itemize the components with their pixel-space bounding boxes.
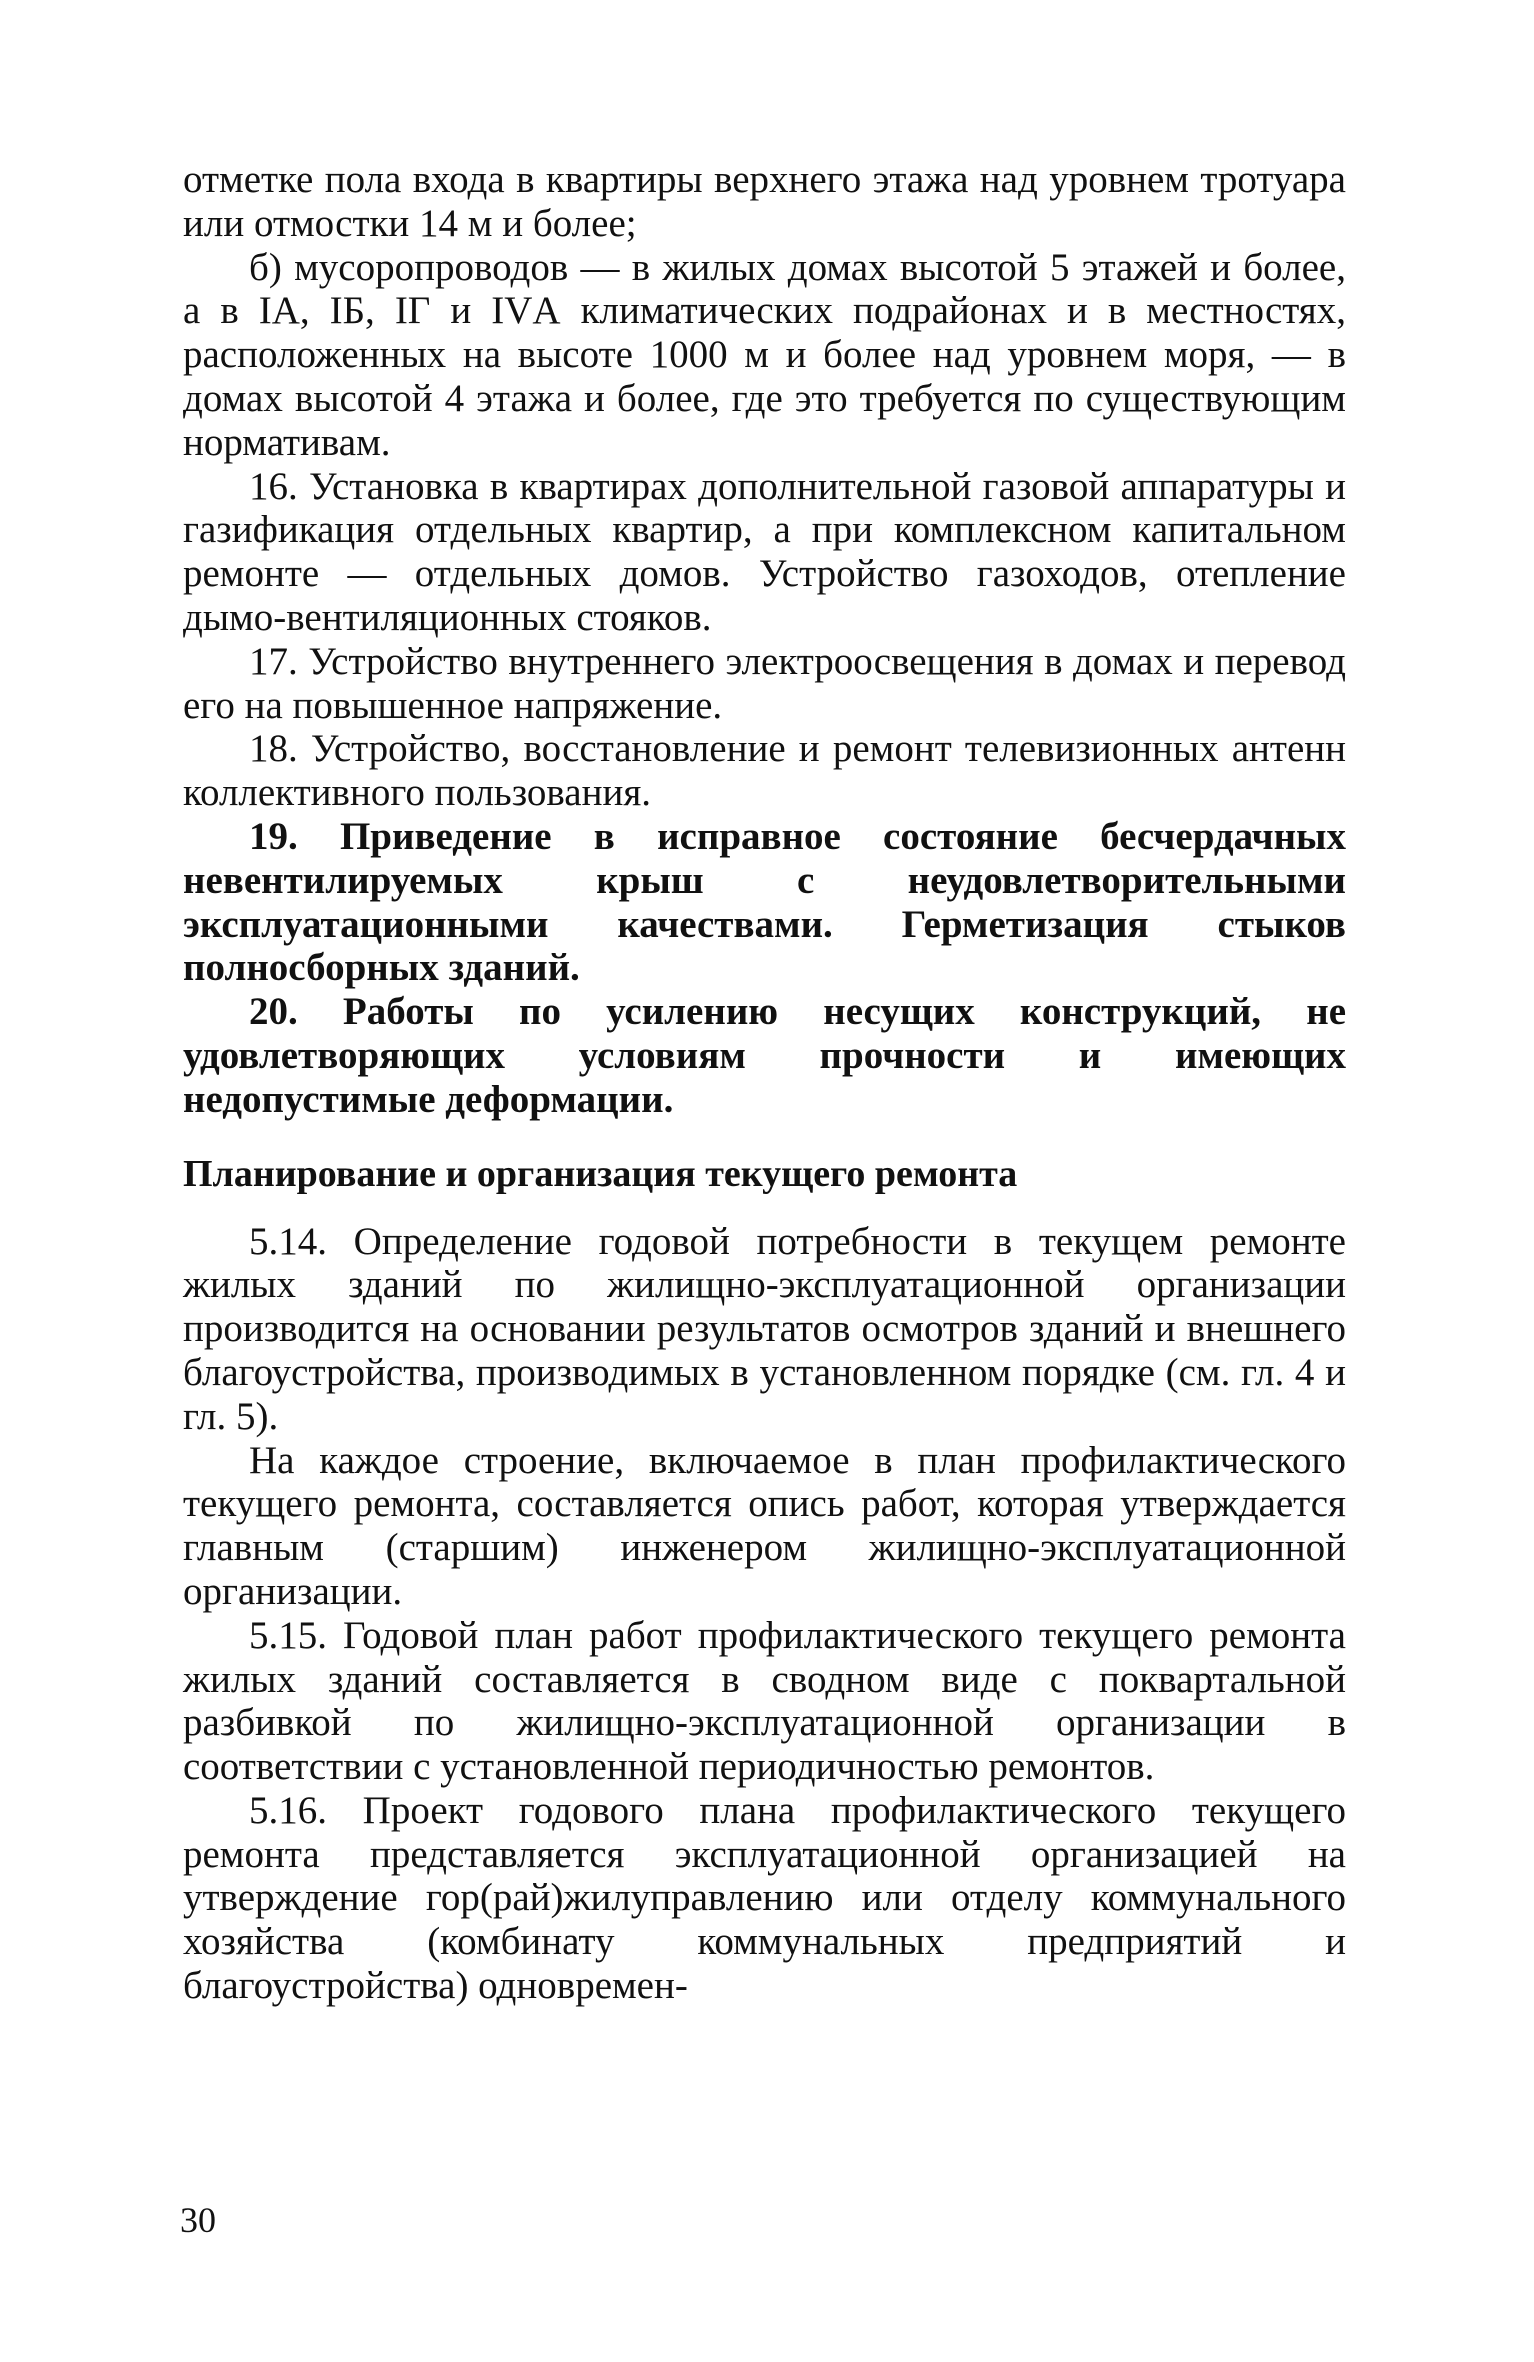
paragraph-item-20: 20. Работы по усилению несущих конструкций, не удовлетворяющих условиям прочности и имеющих недопустимые деформации. — [183, 990, 1346, 1121]
paragraph-5-15: 5.15. Годовой план работ профилактического текущего ремонта жилых зданий составляется в сводном виде с поквартальной разбивкой по жилищно-эксплуатационной организации в соответствии с установленной периодичностью ремонтов. — [183, 1613, 1346, 1789]
paragraph-inventory: На каждое строение, включаемое в план профилактического текущего ремонта, составляется опись работ, которая утверждается главным (старшим) инженером жилищно-эксплуатационной организации. — [183, 1438, 1346, 1613]
paragraph-5-16: 5.16. Проект годового плана профилактического текущего ремонта представляется эксплуатационной организацией на утверждение гор(рай)жилуправлению или отделу коммунального хозяйства (комбинату коммунальных предприятий и благоустройства) одновремен- — [183, 1788, 1346, 2008]
paragraph-5-14: 5.14. Определение годовой потребности в текущем ремонте жилых зданий по жилищно-эксплуатационной организации производится на основании результатов осмотров зданий и внешнего благоустройства, производимых в установленном порядке (см. гл. 4 и гл. 5). — [183, 1219, 1346, 1438]
paragraph-continuation: отметке пола входа в квартиры верхнего этажа над уровнем тротуара или отмостки 14 м и более; — [183, 158, 1346, 245]
paragraph-item-b: б) мусоропроводов — в жилых домах высотой 5 этажей и более, а в IА, IБ, IГ и IVА климатических подрайонах и в местностях, расположенных на высоте 1000 м и более над уровнем моря, — в домах высотой 4 этажа и более, где это требуется по существующим нормативам. — [183, 245, 1346, 464]
paragraph-item-16: 16. Установка в квартирах дополнительной газовой аппаратуры и газификация отдельных квартир, а при комплексном капитальном ремонте — отдельных домов. Устройство газоходов, отепление дымо-вентиляционных стояков. — [183, 464, 1346, 639]
section-heading: Планирование и организация текущего ремонта — [183, 1152, 1018, 1195]
page-number: 30 — [180, 2200, 216, 2240]
paragraph-item-17: 17. Устройство внутреннего электроосвещения в домах и перевод его на повышенное напряжение. — [183, 639, 1346, 727]
body-text — [183, 158, 1346, 2008]
paragraph-item-18: 18. Устройство, восстановление и ремонт телевизионных антенн коллективного пользования. — [183, 727, 1346, 815]
paragraph-item-19: 19. Приведение в исправное состояние бесчердачных невентилируемых крыш с неудовлетворительными эксплуатационными качествами. Герметизация стыков полносборных зданий. — [183, 814, 1346, 990]
